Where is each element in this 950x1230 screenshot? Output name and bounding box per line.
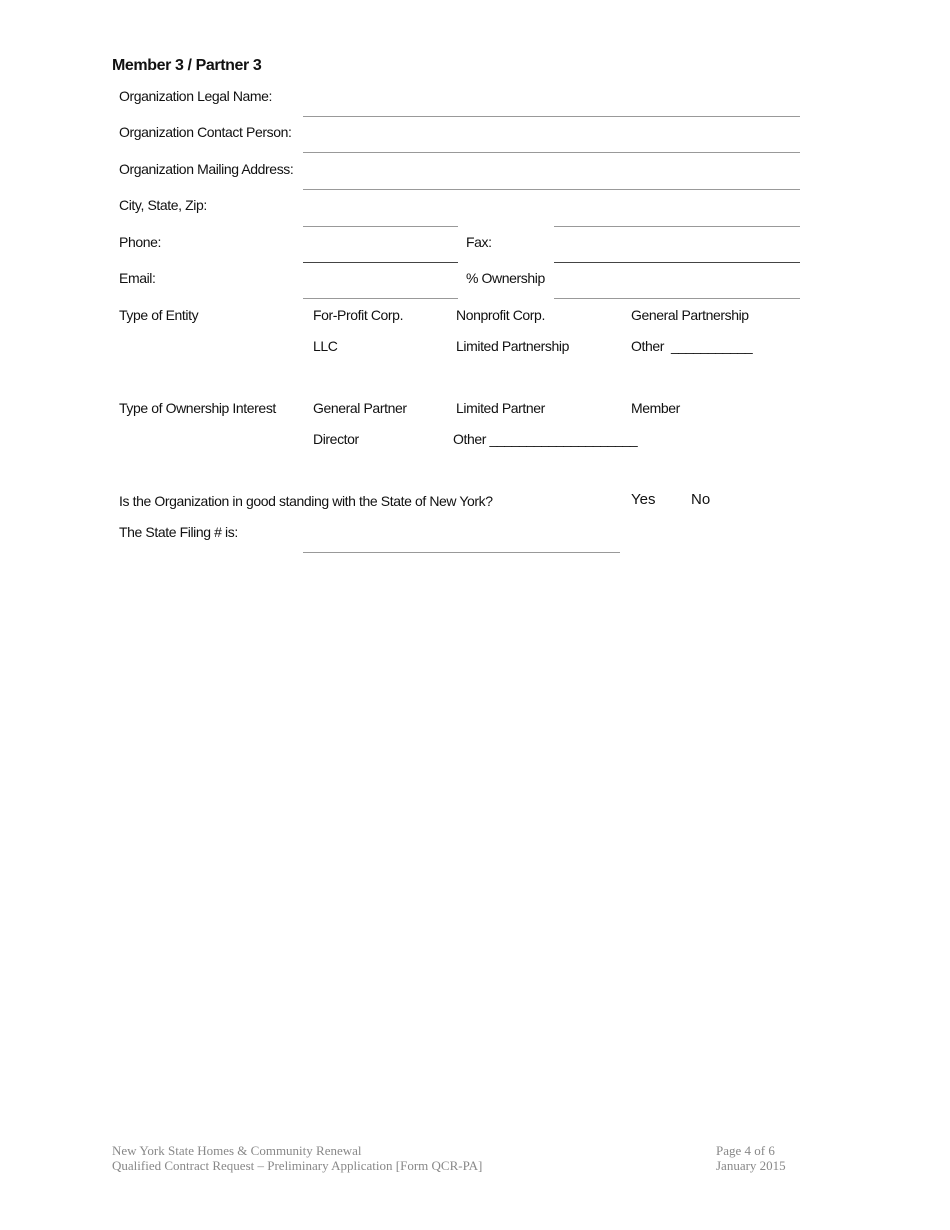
filing-number-field[interactable] bbox=[303, 552, 620, 553]
ownership-field[interactable] bbox=[554, 298, 800, 299]
email-label: Email: bbox=[119, 270, 156, 286]
entity-option[interactable]: Limited Partnership bbox=[456, 338, 570, 354]
section-title: Member 3 / Partner 3 bbox=[112, 57, 262, 74]
mailing-address-field[interactable] bbox=[303, 189, 800, 190]
interest-option[interactable]: Director bbox=[313, 431, 359, 447]
city-state-zip-label: City, State, Zip: bbox=[119, 197, 207, 213]
fax-field[interactable] bbox=[554, 262, 800, 263]
contact-person-label: Organization Contact Person: bbox=[119, 124, 292, 140]
footer-org: New York State Homes & Community Renewal bbox=[112, 1143, 362, 1158]
contact-person-field[interactable] bbox=[303, 152, 800, 153]
phone-field[interactable] bbox=[303, 262, 458, 263]
footer-page: Page 4 of 6 bbox=[716, 1143, 775, 1158]
standing-question: Is the Organization in good standing with the State of New York? bbox=[119, 493, 493, 509]
yes-option[interactable]: Yes bbox=[631, 491, 656, 508]
filing-label: The State Filing # is: bbox=[119, 524, 238, 540]
interest-option-other[interactable]: Other ____________________ bbox=[453, 431, 638, 447]
entity-option-other[interactable]: Other ___________ bbox=[631, 338, 753, 354]
ownership-label: % Ownership bbox=[466, 270, 545, 286]
mailing-address-label: Organization Mailing Address: bbox=[119, 161, 294, 177]
interest-label: Type of Ownership Interest bbox=[119, 400, 276, 416]
legal-name-field[interactable] bbox=[303, 116, 800, 117]
interest-option[interactable]: Limited Partner bbox=[456, 400, 545, 416]
state-zip-field[interactable] bbox=[554, 226, 800, 227]
footer-date: January 2015 bbox=[716, 1158, 786, 1173]
city-field[interactable] bbox=[303, 226, 458, 227]
entity-option[interactable]: General Partnership bbox=[631, 307, 749, 323]
no-option[interactable]: No bbox=[691, 491, 711, 508]
legal-name-label: Organization Legal Name: bbox=[119, 88, 273, 104]
footer-form: Qualified Contract Request – Preliminary Application [Form QCR-PA] bbox=[112, 1158, 483, 1173]
fax-label: Fax: bbox=[466, 234, 492, 250]
interest-option[interactable]: General Partner bbox=[313, 400, 407, 416]
entity-option[interactable]: Nonprofit Corp. bbox=[456, 307, 545, 323]
email-field[interactable] bbox=[303, 298, 458, 299]
entity-option[interactable]: For-Profit Corp. bbox=[313, 307, 404, 323]
interest-option[interactable]: Member bbox=[631, 400, 680, 416]
entity-label: Type of Entity bbox=[119, 307, 199, 323]
phone-label: Phone: bbox=[119, 234, 161, 250]
entity-option[interactable]: LLC bbox=[313, 338, 338, 354]
